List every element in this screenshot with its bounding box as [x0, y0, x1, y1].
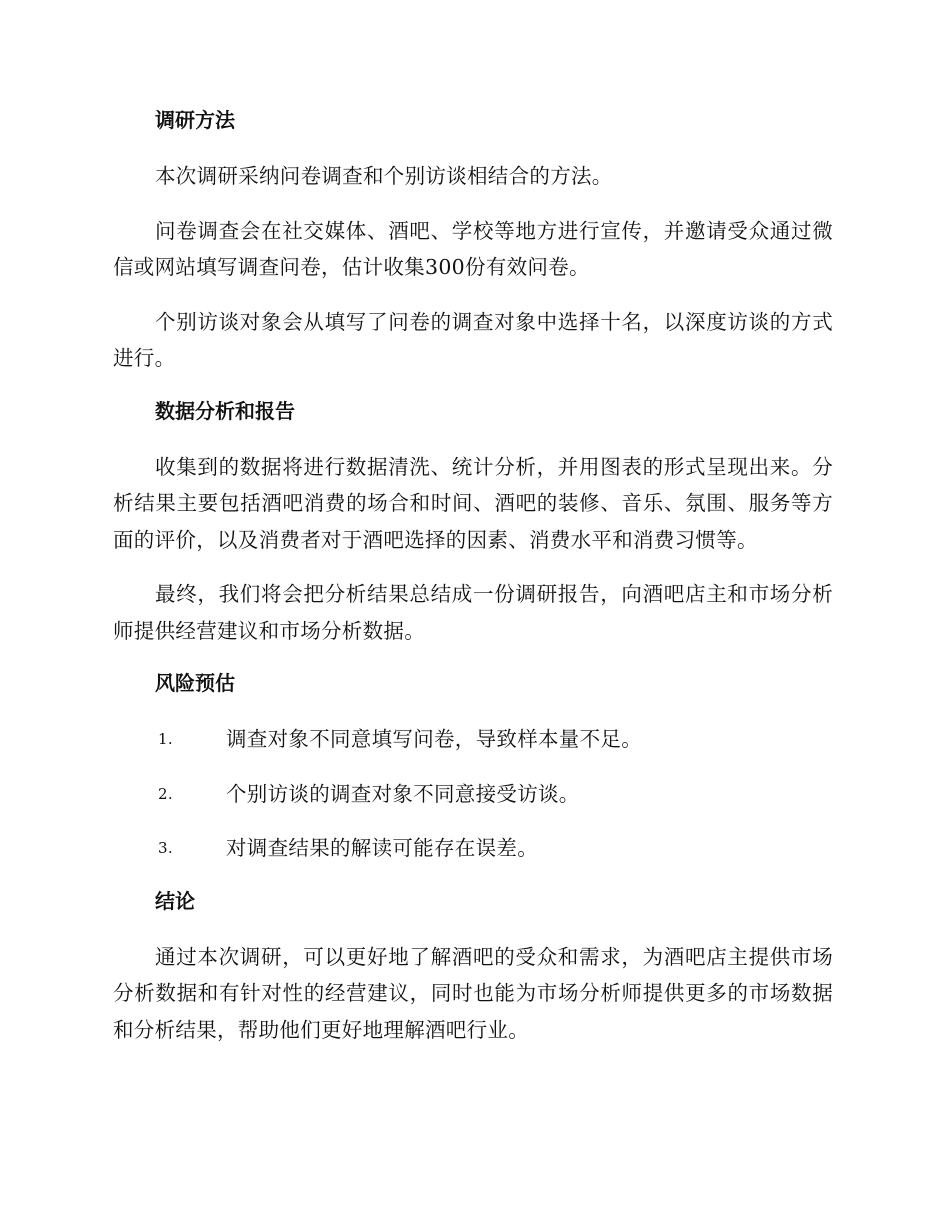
list-item: [113, 830, 833, 867]
paragraph: 收集到的数据将进行数据清洗、统计分析，并用图表的形式呈现出来。分析结果主要包括酒吧消费的场合和时间、酒吧的装修、音乐、氛围、服务等方面的评价，以及消费者对于酒吧选择的因素、消费水平和消费习惯等。: [113, 454, 833, 552]
list-item-number: 3.: [158, 839, 173, 857]
paragraph: 问卷调查会在社交媒体、酒吧、学校等地方进行宣传，并邀请受众通过微信或网站填写调查问卷，估计收集300份有效问卷。: [113, 218, 833, 279]
section-heading-risk: 风险预估: [155, 671, 235, 695]
section-heading-analysis: 数据分析和报告: [155, 398, 295, 423]
paragraph: 本次调研采纳问卷调查和个别访谈相结合的方法。: [155, 164, 613, 188]
section-heading-conclusion: 结论: [155, 888, 195, 913]
list-item-number: 2.: [158, 784, 173, 803]
document-body: [113, 104, 833, 1066]
list-item-text: 调查对象不同意填写问卷，导致样本量不足。: [226, 727, 642, 751]
paragraph: 最终，我们将会把分析结果总结成一份调研报告，向酒吧店主和市场分析师提供经营建议和市场分析数据。: [113, 582, 833, 643]
list-item-text: 对调查结果的解读可能存在误差。: [226, 836, 538, 860]
list-item-text: 个别访谈的调查对象不同意接受访谈。: [226, 781, 580, 806]
list-item-number: 1.: [158, 730, 173, 748]
list-item: [113, 721, 833, 758]
list-item: [113, 776, 833, 813]
paragraph: 个别访谈对象会从填写了问卷的调查对象中选择十名，以深度访谈的方式进行。: [113, 309, 833, 370]
paragraph: 通过本次调研，可以更好地了解酒吧的受众和需求，为酒吧店主提供市场分析数据和有针对性的经营建议，同时也能为市场分析师提供更多的市场数据和分析结果，帮助他们更好地理解酒吧行业。: [113, 944, 833, 1042]
section-heading-method: 调研方法: [155, 108, 235, 132]
